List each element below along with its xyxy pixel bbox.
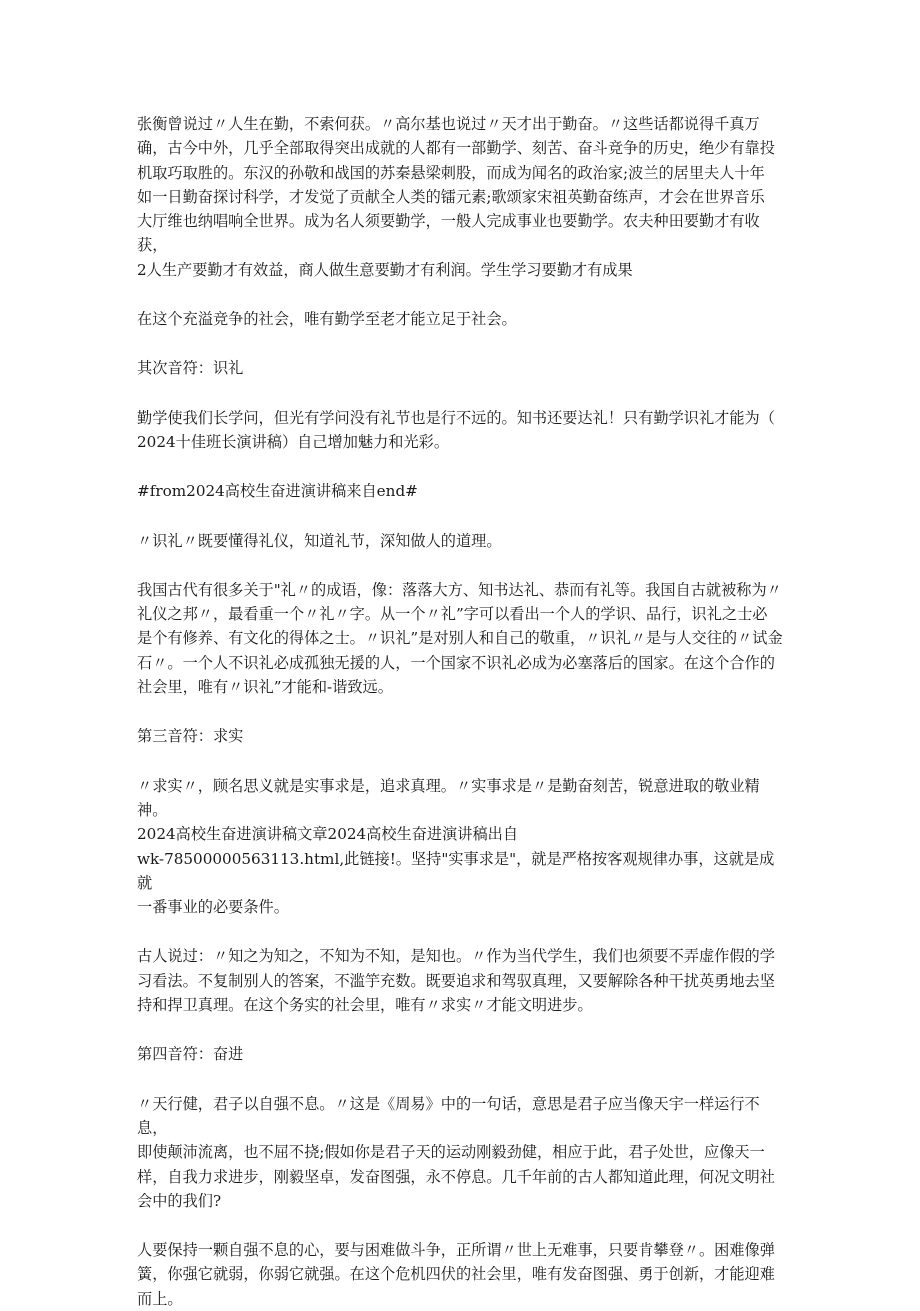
document-body bbox=[137, 112, 785, 1311]
paragraph-spacer bbox=[137, 1067, 785, 1092]
paragraph-spacer bbox=[137, 282, 785, 307]
section-heading-fourth-note: 第四音符：奋进 bbox=[137, 1045, 244, 1064]
paragraph-spacer bbox=[137, 1017, 785, 1042]
paragraph-spacer bbox=[137, 699, 785, 724]
paragraph-self-improvement: 〃天行健，君子以自强不息。〃这是《周易》中的一句话，意思是君子应当像天宇一样运行不息， 即使颠沛流离，也不屈不挠;假如你是君子天的运动刚毅劲健，相应于此，君子处世，应像天一 样，自我力求进步，刚毅坚卓，发奋图强，永不停息。几千年前的古人都知道此理，何况文明社 会中的我们? bbox=[137, 1094, 775, 1210]
paragraph-etiquette-definition: 〃识礼〃既要懂得礼仪，知道礼节，深知做人的道理。 bbox=[137, 531, 502, 550]
paragraph-spacer bbox=[137, 381, 785, 406]
paragraph-spacer bbox=[137, 919, 785, 944]
paragraph-spacer bbox=[137, 331, 785, 356]
paragraph-spacer bbox=[137, 553, 785, 578]
paragraph-ancient-saying: 古人说过：〃知之为知之，不知为不知，是知也。〃作为当代学生，我们也须要不弄虚作假的学 习看法。不复制别人的答案，不滥竽充数。既要追求和驾驭真理，又要解除各种干扰英勇地去坚 持和捍卫真理。在这个务实的社会里，唯有〃求实〃才能文明进步。 bbox=[137, 947, 775, 1015]
paragraph-spacer bbox=[137, 454, 785, 479]
paragraph-spacer bbox=[137, 1213, 785, 1238]
paragraph-seeking-truth: 〃求实〃，顾名思义就是实事求是，追求真理。〃实事求是〃是勤奋刻苦，锐意进取的敬业精神。 2024高校生奋进演讲稿文章2024高校生奋进演讲稿出自 wk-78500000563113.html,此链接!。坚持"实事求是"，就是严格按客观规律办事，这就是成就 一番事业的必要条件。 bbox=[137, 776, 775, 917]
paragraph-source-marker: #from2024高校生奋进演讲稿来自end# bbox=[137, 482, 418, 501]
paragraph-etiquette-intro: 勤学使我们长学问，但光有学问没有礼节也是行不远的。知书还要达礼！只有勤学识礼才能为（ 2024十佳班长演讲稿）自己增加魅力和光彩。 bbox=[137, 408, 775, 451]
paragraph-diligence-quotes: 张衡曾说过〃人生在勤，不索何获。〃高尔基也说过〃天才出于勤奋。〃这些话都说得千真万 确，古今中外，几乎全部取得突出成就的人都有一部勤学、刻苦、奋斗竞争的历史，绝少有靠投 机取巧取胜的。东汉的孙敬和战国的苏秦悬梁刺股，而成为闻名的政治家;波兰的居里夫人十年 如一日勤奋探讨科学，才发觉了贡献全人类的镭元素;歌颂家宋祖英勤奋练声，才会在世界音乐 大厅维也纳唱响全世界。成为名人须要勤学，一般人完成事业也要勤学。农夫种田要勤才有收获， 2人生产要勤才有效益，商人做生意要勤才有利润。学生学习要勤才有成果 bbox=[137, 115, 775, 279]
section-heading-second-note: 其次音符：识礼 bbox=[137, 359, 244, 378]
paragraph-spacer bbox=[137, 749, 785, 774]
paragraph-perseverance: 人要保持一颗自强不息的心，要与困难做斗争，正所谓〃世上无难事，只要肯攀登〃。困难像弹 簧，你强它就弱，你弱它就强。在这个危机四伏的社会里，唯有发奋图强、勇于创新，才能迎难 而上。 bbox=[137, 1241, 775, 1308]
paragraph-competition: 在这个充溢竞争的社会，唯有勤学至老才能立足于社会。 bbox=[137, 310, 517, 329]
paragraph-etiquette-tradition: 我国古代有很多关于"礼〃的成语，像：落落大方、知书达礼、恭而有礼等。我国自古就被称为〃 礼仪之邦〃，最看重一个〃礼〃字。从一个〃礼”字可以看出一个人的学识、品行，识礼之士必 是个有修养、有文化的得体之士。〃识礼”是对别人和自己的敬重，〃识礼〃是与人交往的〃试金 石〃。一个人不识礼必成孤独无援的人，一个国家不识礼必成为必塞落后的国家。在这个合作的 社会里，唯有〃识礼”才能和-谐致远。 bbox=[137, 580, 783, 697]
section-heading-third-note: 第三音符：求实 bbox=[137, 727, 244, 746]
paragraph-spacer bbox=[137, 504, 785, 529]
